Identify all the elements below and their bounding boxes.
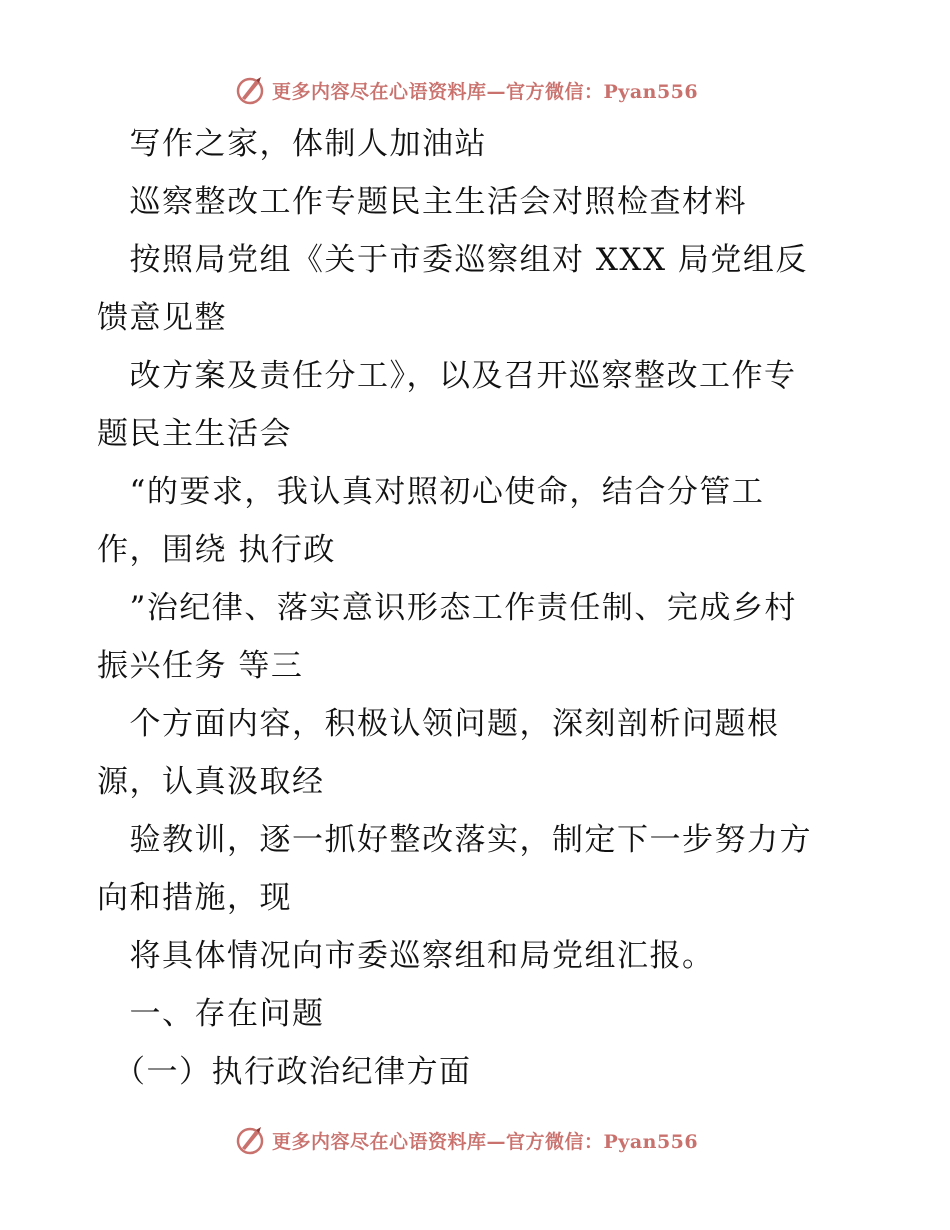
doc-line: 按照局党组《关于市委巡察组对 XXX 局党组反: [97, 242, 808, 278]
banner-text: 更多内容尽在心语资料库—官方微信：Pyan556: [272, 80, 699, 103]
doc-line: 振兴任务 等三: [97, 648, 304, 684]
quill-pen-logo-icon: [234, 1124, 266, 1156]
doc-line: 向和措施，现: [97, 880, 292, 916]
doc-title: 巡察整改工作专题民主生活会对照检查材料: [97, 184, 747, 220]
doc-line: 验教训，逐一抓好整改落实，制定下一步努力方: [97, 822, 812, 858]
banner-text: 更多内容尽在心语资料库—官方微信：Pyan556: [272, 1130, 699, 1153]
subsection-heading: （一）执行政治纪律方面: [97, 1054, 472, 1090]
header-watermark-banner: [234, 72, 698, 108]
doc-line: ”治纪律、落实意识形态工作责任制、完成乡村: [97, 590, 797, 626]
doc-line: “的要求，我认真对照初心使命，结合分管工: [97, 474, 765, 510]
section-heading: 一、存在问题: [97, 996, 325, 1032]
doc-line: 作，围绕 执行政: [97, 532, 336, 568]
quill-pen-logo-icon: [234, 74, 266, 106]
doc-line: 写作之家，体制人加油站: [97, 126, 487, 162]
doc-line: 个方面内容，积极认领问题，深刻剖析问题根: [97, 706, 780, 742]
doc-line: 将具体情况向市委巡察组和局党组汇报。: [97, 938, 715, 974]
doc-line: 源，认真汲取经: [97, 764, 325, 800]
doc-line: 题民主生活会: [97, 416, 292, 452]
footer-watermark-banner: [234, 1122, 698, 1158]
doc-line: 馈意见整: [97, 300, 227, 336]
doc-line: 改方案及责任分工》，以及召开巡察整改工作专: [97, 358, 797, 394]
document-body: [97, 124, 867, 1110]
